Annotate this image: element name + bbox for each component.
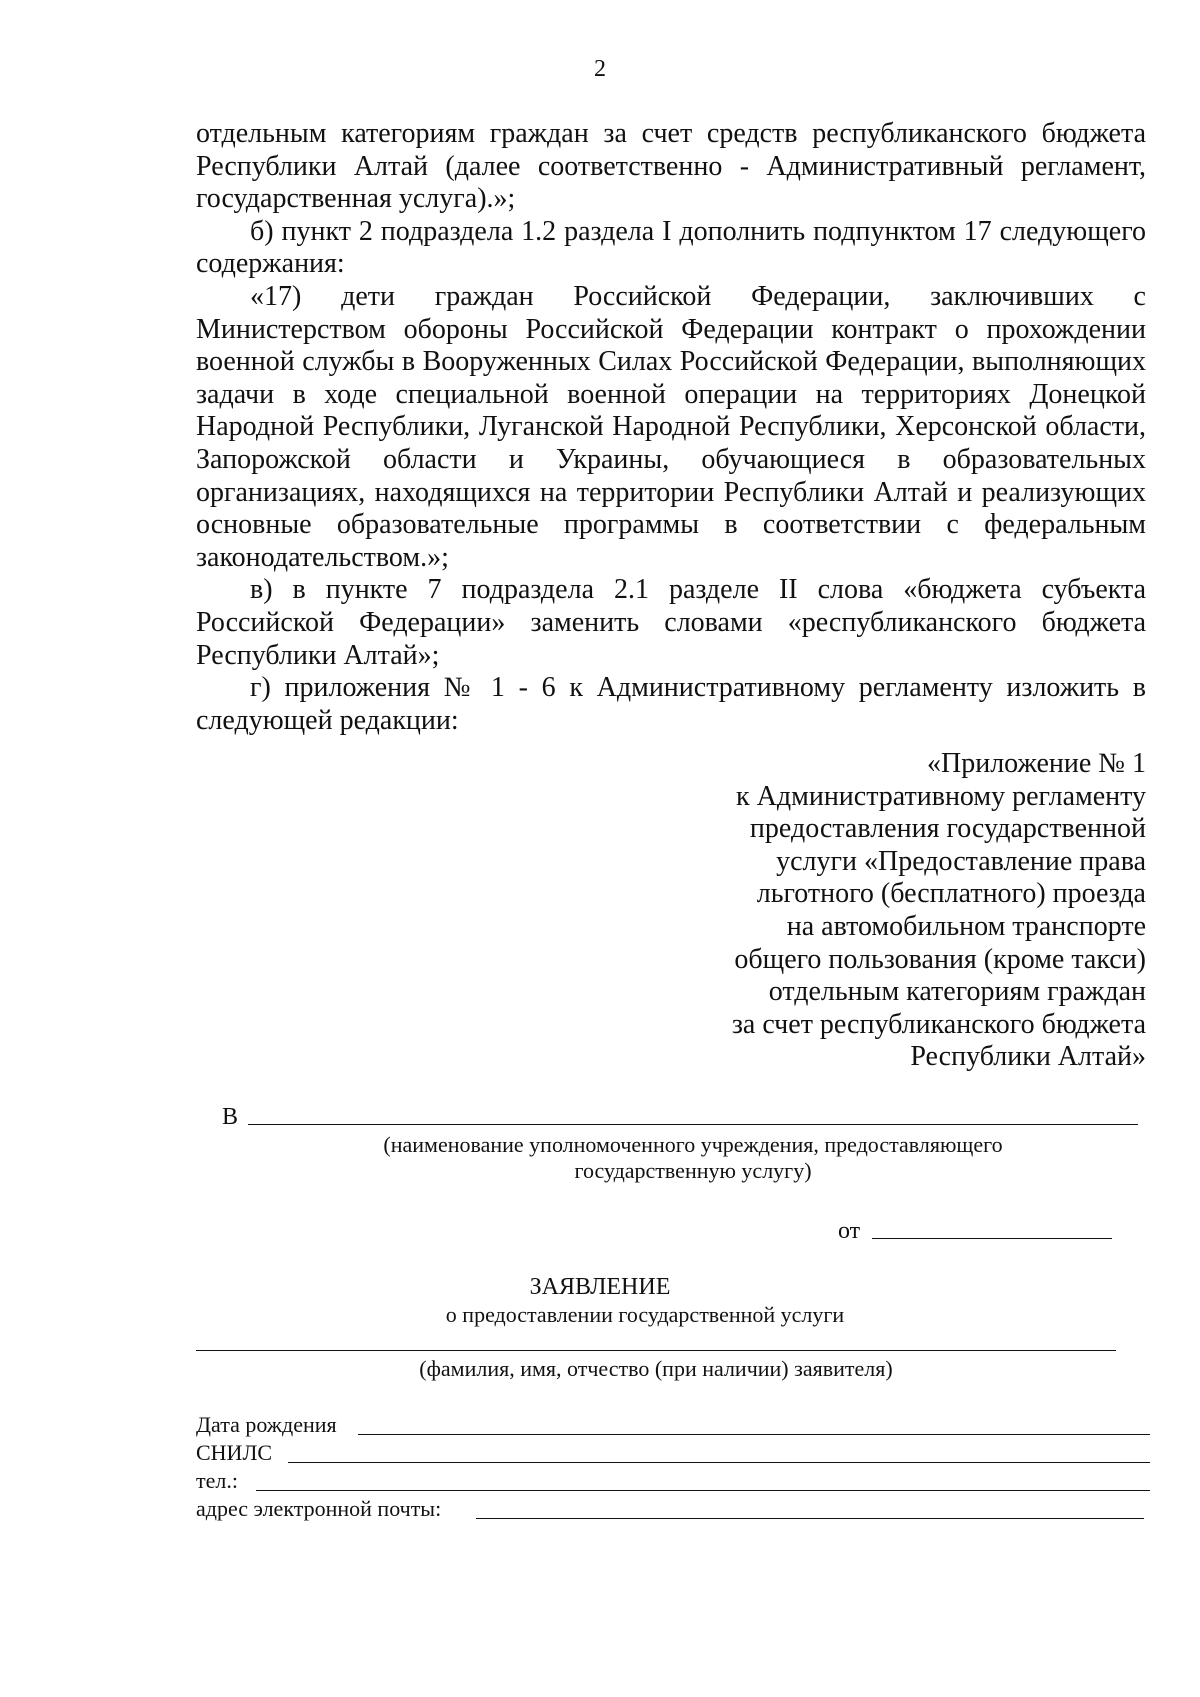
phone-label: тел.: bbox=[196, 1468, 238, 1493]
appendix-line: отдельным категориям граждан bbox=[768, 976, 1146, 1008]
name-caption: (фамилия, имя, отчество (при наличии) заявителя) bbox=[419, 1356, 893, 1381]
birth-date-label: Дата рождения bbox=[196, 1412, 337, 1437]
appendix-line: общего пользования (кроме такси) bbox=[734, 943, 1146, 975]
birth-date-field-line[interactable] bbox=[358, 1434, 1150, 1435]
snils-field-line[interactable] bbox=[288, 1462, 1150, 1463]
appendix-line: льготного (бесплатного) проезда bbox=[756, 878, 1146, 910]
email-label: адрес электронной почты: bbox=[196, 1496, 442, 1521]
paragraph-v: в) в пункте 7 подраздела 2.1 разделе II слова «бюджета субъекта Российской Федерации» заменить словами «республиканского бюджета Республики Алтай»; bbox=[196, 574, 1146, 671]
appendix-line: «Приложение № 1 bbox=[927, 748, 1146, 779]
appendix-header bbox=[666, 748, 1146, 1074]
to-caption-line-1: (наименование уполномоченного учреждения, предоставляющего bbox=[383, 1132, 1003, 1157]
appendix-line: предоставления государственной bbox=[749, 813, 1146, 845]
to-label: В bbox=[222, 1104, 239, 1130]
paragraph-g: г) приложения № 1 - 6 к Административному регламенту изложить в следующей редакции: bbox=[196, 672, 1146, 736]
snils-label: СНИЛС bbox=[196, 1440, 273, 1465]
form-subtitle: о предоставлении государственной услуги bbox=[445, 1302, 845, 1327]
from-label: от bbox=[838, 1218, 861, 1244]
page-number: 2 bbox=[594, 56, 606, 82]
appendix-line: услуги «Предоставление права bbox=[776, 845, 1146, 877]
appendix-line: к Административному регламенту bbox=[736, 780, 1146, 812]
to-caption bbox=[248, 1132, 1138, 1184]
paragraph-intro: отдельным категориям граждан за счет средств республиканского бюджета Республики Алтай (далее соответственно - Административный регламент, государственная услуга).»; bbox=[196, 118, 1146, 215]
to-field-line[interactable] bbox=[248, 1124, 1138, 1125]
paragraph-b: б) пункт 2 подраздела 1.2 раздела I дополнить подпунктом 17 следующего содержания: bbox=[196, 215, 1146, 280]
phone-field-line[interactable] bbox=[256, 1490, 1150, 1491]
from-field-line[interactable] bbox=[872, 1238, 1112, 1239]
form-title: ЗАЯВЛЕНИЕ bbox=[529, 1274, 671, 1300]
appendix-line: на автомобильном транспорте bbox=[786, 910, 1146, 942]
to-caption-line-2: государственную услугу) bbox=[574, 1158, 812, 1183]
name-field-line[interactable] bbox=[196, 1350, 1116, 1351]
body-text bbox=[196, 118, 1146, 737]
paragraph-17: «17) дети граждан Российской Федерации, заключивших с Министерством обороны Российской Федерации контракт о прохождении военной службы в Вооруженных Силах Российской Федерации, выполняющих задачи в ходе специальной военной операции на территориях Донецкой Народной Республики, Луганской Народной Республики, Херсонской области, Запорожской области и Украины, обучающиеся в образовательных организациях, находящихся на территории Республики Алтай и реализующих основные образовательные программы в соответствии с федеральным законодательством.»; bbox=[196, 280, 1146, 573]
appendix-line: Республики Алтай» bbox=[910, 1041, 1146, 1073]
email-field-line[interactable] bbox=[476, 1518, 1144, 1519]
appendix-line: за счет республиканского бюджета bbox=[731, 1008, 1146, 1040]
